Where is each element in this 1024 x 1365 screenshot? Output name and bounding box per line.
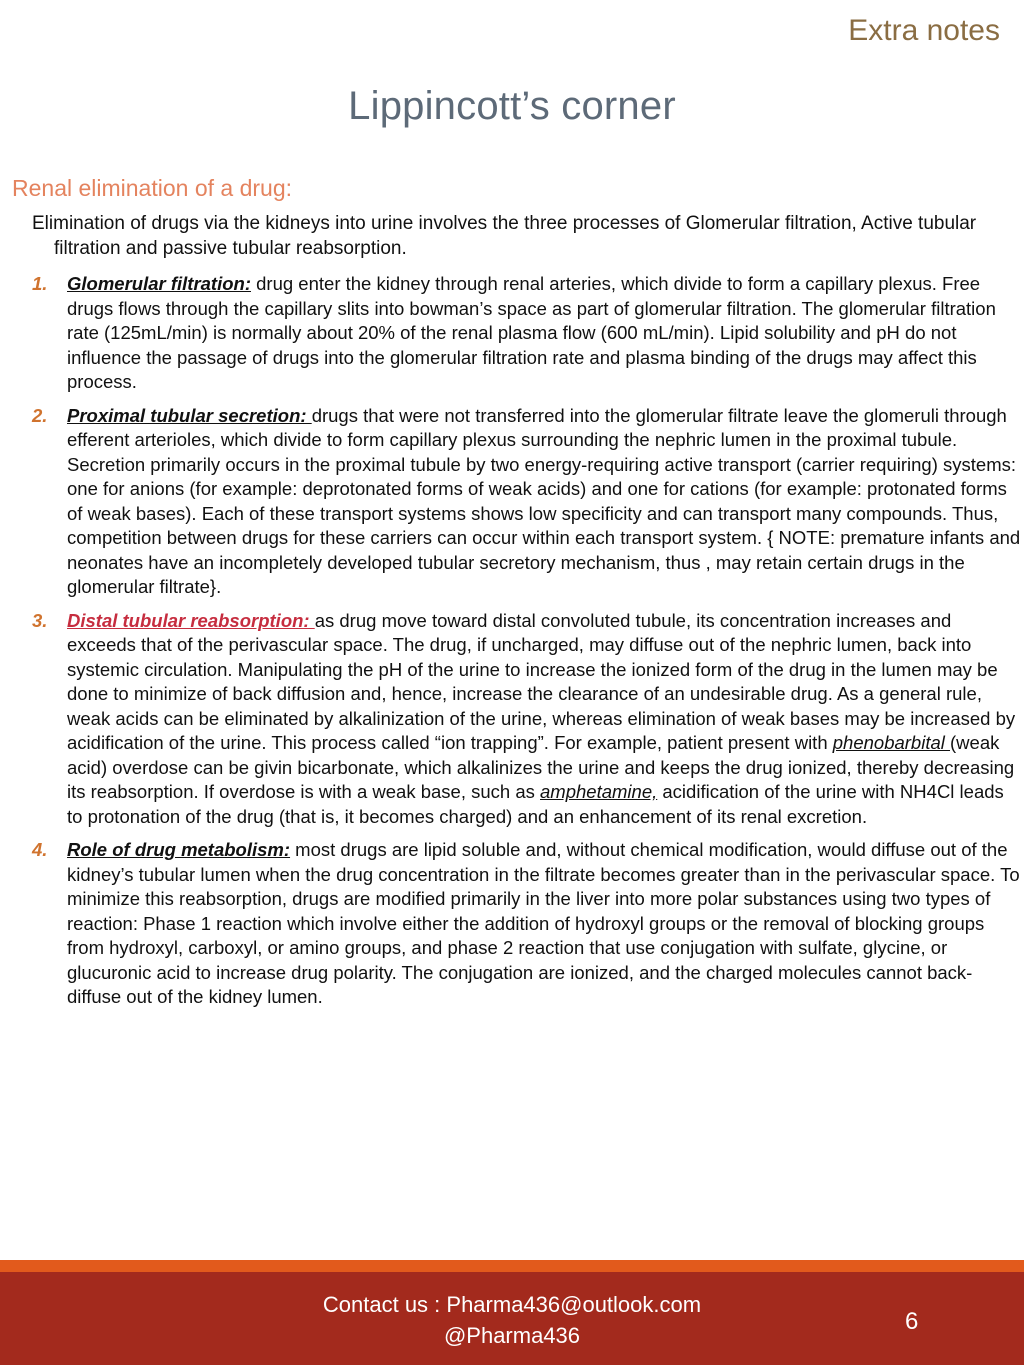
footer-contact	[0, 1289, 1024, 1351]
item-term: Distal tubular reabsorption:	[67, 609, 315, 631]
item-text: most drugs are lipid soluble and, without chemical modification, would diffuse out of the kidney’s tubular lumen when the drug concentration in the filtrate becomes greater than in the perivascular space. To minimize this reabsorption, drugs are modified primarily in the liver into more polar substances using two types of reaction: Phase 1 reaction which involve either the addition of hydroxyl groups or the removal of blocking groups from hydroxyl, carboxyl, or amino groups, and phase 2 reaction that use conjugation with sulfate, glycine, or glucuronic acid to increase drug polarity. The conjugation are ionized, and the charged molecules cannot back-diffuse out of the kidney lumen.	[67, 839, 1020, 1007]
list-item-distal-tubular-reabsorption	[32, 609, 1022, 830]
section-heading: Renal elimination of a drug:	[12, 175, 292, 201]
item-term: Proximal tubular secretion:	[67, 404, 312, 426]
item-text: drug enter the kidney through renal arteries, which divide to form a capillary plexus. Free drugs flows through the capillary slits into bowman’s space as part of glomerular filtration. The glomerular filtration rate (125mL/min) is normally about 20% of the renal plasma flow (600 mL/min). Lipid solubility and pH do not influence the passage of drugs into the glomerular filtration rate and plasma binding of the drugs may affect this process.	[67, 273, 996, 392]
item-number: 3.	[32, 609, 48, 631]
footer-stripe	[0, 1260, 1024, 1272]
item-number: 2.	[32, 404, 48, 426]
item-text: (weak acid) overdose can be givin bicarbonate, which alkalinizes the urine and keeps the drug ionized, thereby decreasing its reabsorption. If overdose is with a weak base, such as	[67, 732, 1015, 802]
item-text: acidification of the urine with NH4Cl leads to protonation of the drug (that is, it becomes charged) and an enhancement of its renal excretion.	[67, 781, 1004, 827]
extra-notes-label: Extra notes	[848, 14, 1000, 47]
item-number: 4.	[32, 839, 48, 860]
item-number: 1.	[32, 273, 48, 294]
drug-name-phenobarbital: phenobarbital	[832, 732, 951, 753]
process-list	[32, 272, 1022, 1019]
section-intro: Elimination of drugs via the kidneys into urine involves the three processes of Glomerular filtration, Active tubular filtration and passive tubular reabsorption.	[32, 213, 977, 259]
item-text: as drug move toward distal convoluted tubule, its concentration increases and exceeds that of the perivascular space. The drug, if uncharged, may diffuse out of the nephric lumen, back into systemic circulation. Manipulating the pH of the urine to increase the ionized form of the drug in the lumen may be done to minimize of back diffusion and, hence, increase the clearance of an undesirable drug. As a general rule, weak acids can be eliminated by alkalinization of the urine, whereas elimination of weak bases may be increased by acidification of the urine. This process called “ion trapping”. For example, patient present with	[67, 609, 1016, 753]
item-text: drugs that were not transferred into the glomerular filtrate leave the glomeruli through efferent arterioles, which divide to form capillary plexus surrounding the nephric lumen in the proximal tubule. Secretion primarily occurs in the proximal tubule by two energy-requiring active transport (carrier requiring) systems: one for anions (for example: deprotonated forms of weak acids) and one for cations (for example: protonated forms of weak bases). Each of these transport systems shows low specificity and can transport many compounds. Thus, competition between drugs for these carriers can occur within each transport system. { NOTE: premature infants and neonates have an incompletely developed tubular secretory mechanism, thus , may retain certain drugs in the glomerular filtrate}.	[67, 404, 1021, 597]
contact-email: Contact us : Pharma436@outlook.com	[322, 1292, 702, 1317]
item-term: Glomerular filtration:	[67, 273, 251, 294]
item-term: Role of drug metabolism:	[67, 839, 291, 860]
page-title: Lippincott’s corner	[348, 84, 676, 128]
contact-handle: @Pharma436	[443, 1323, 581, 1348]
page-number: 6	[905, 1308, 919, 1335]
drug-name-amphetamine: amphetamine,	[540, 781, 658, 802]
list-item-glomerular-filtration	[32, 272, 1022, 395]
list-item-role-of-drug-metabolism	[32, 838, 1022, 1010]
list-item-proximal-tubular-secretion	[32, 404, 1022, 600]
